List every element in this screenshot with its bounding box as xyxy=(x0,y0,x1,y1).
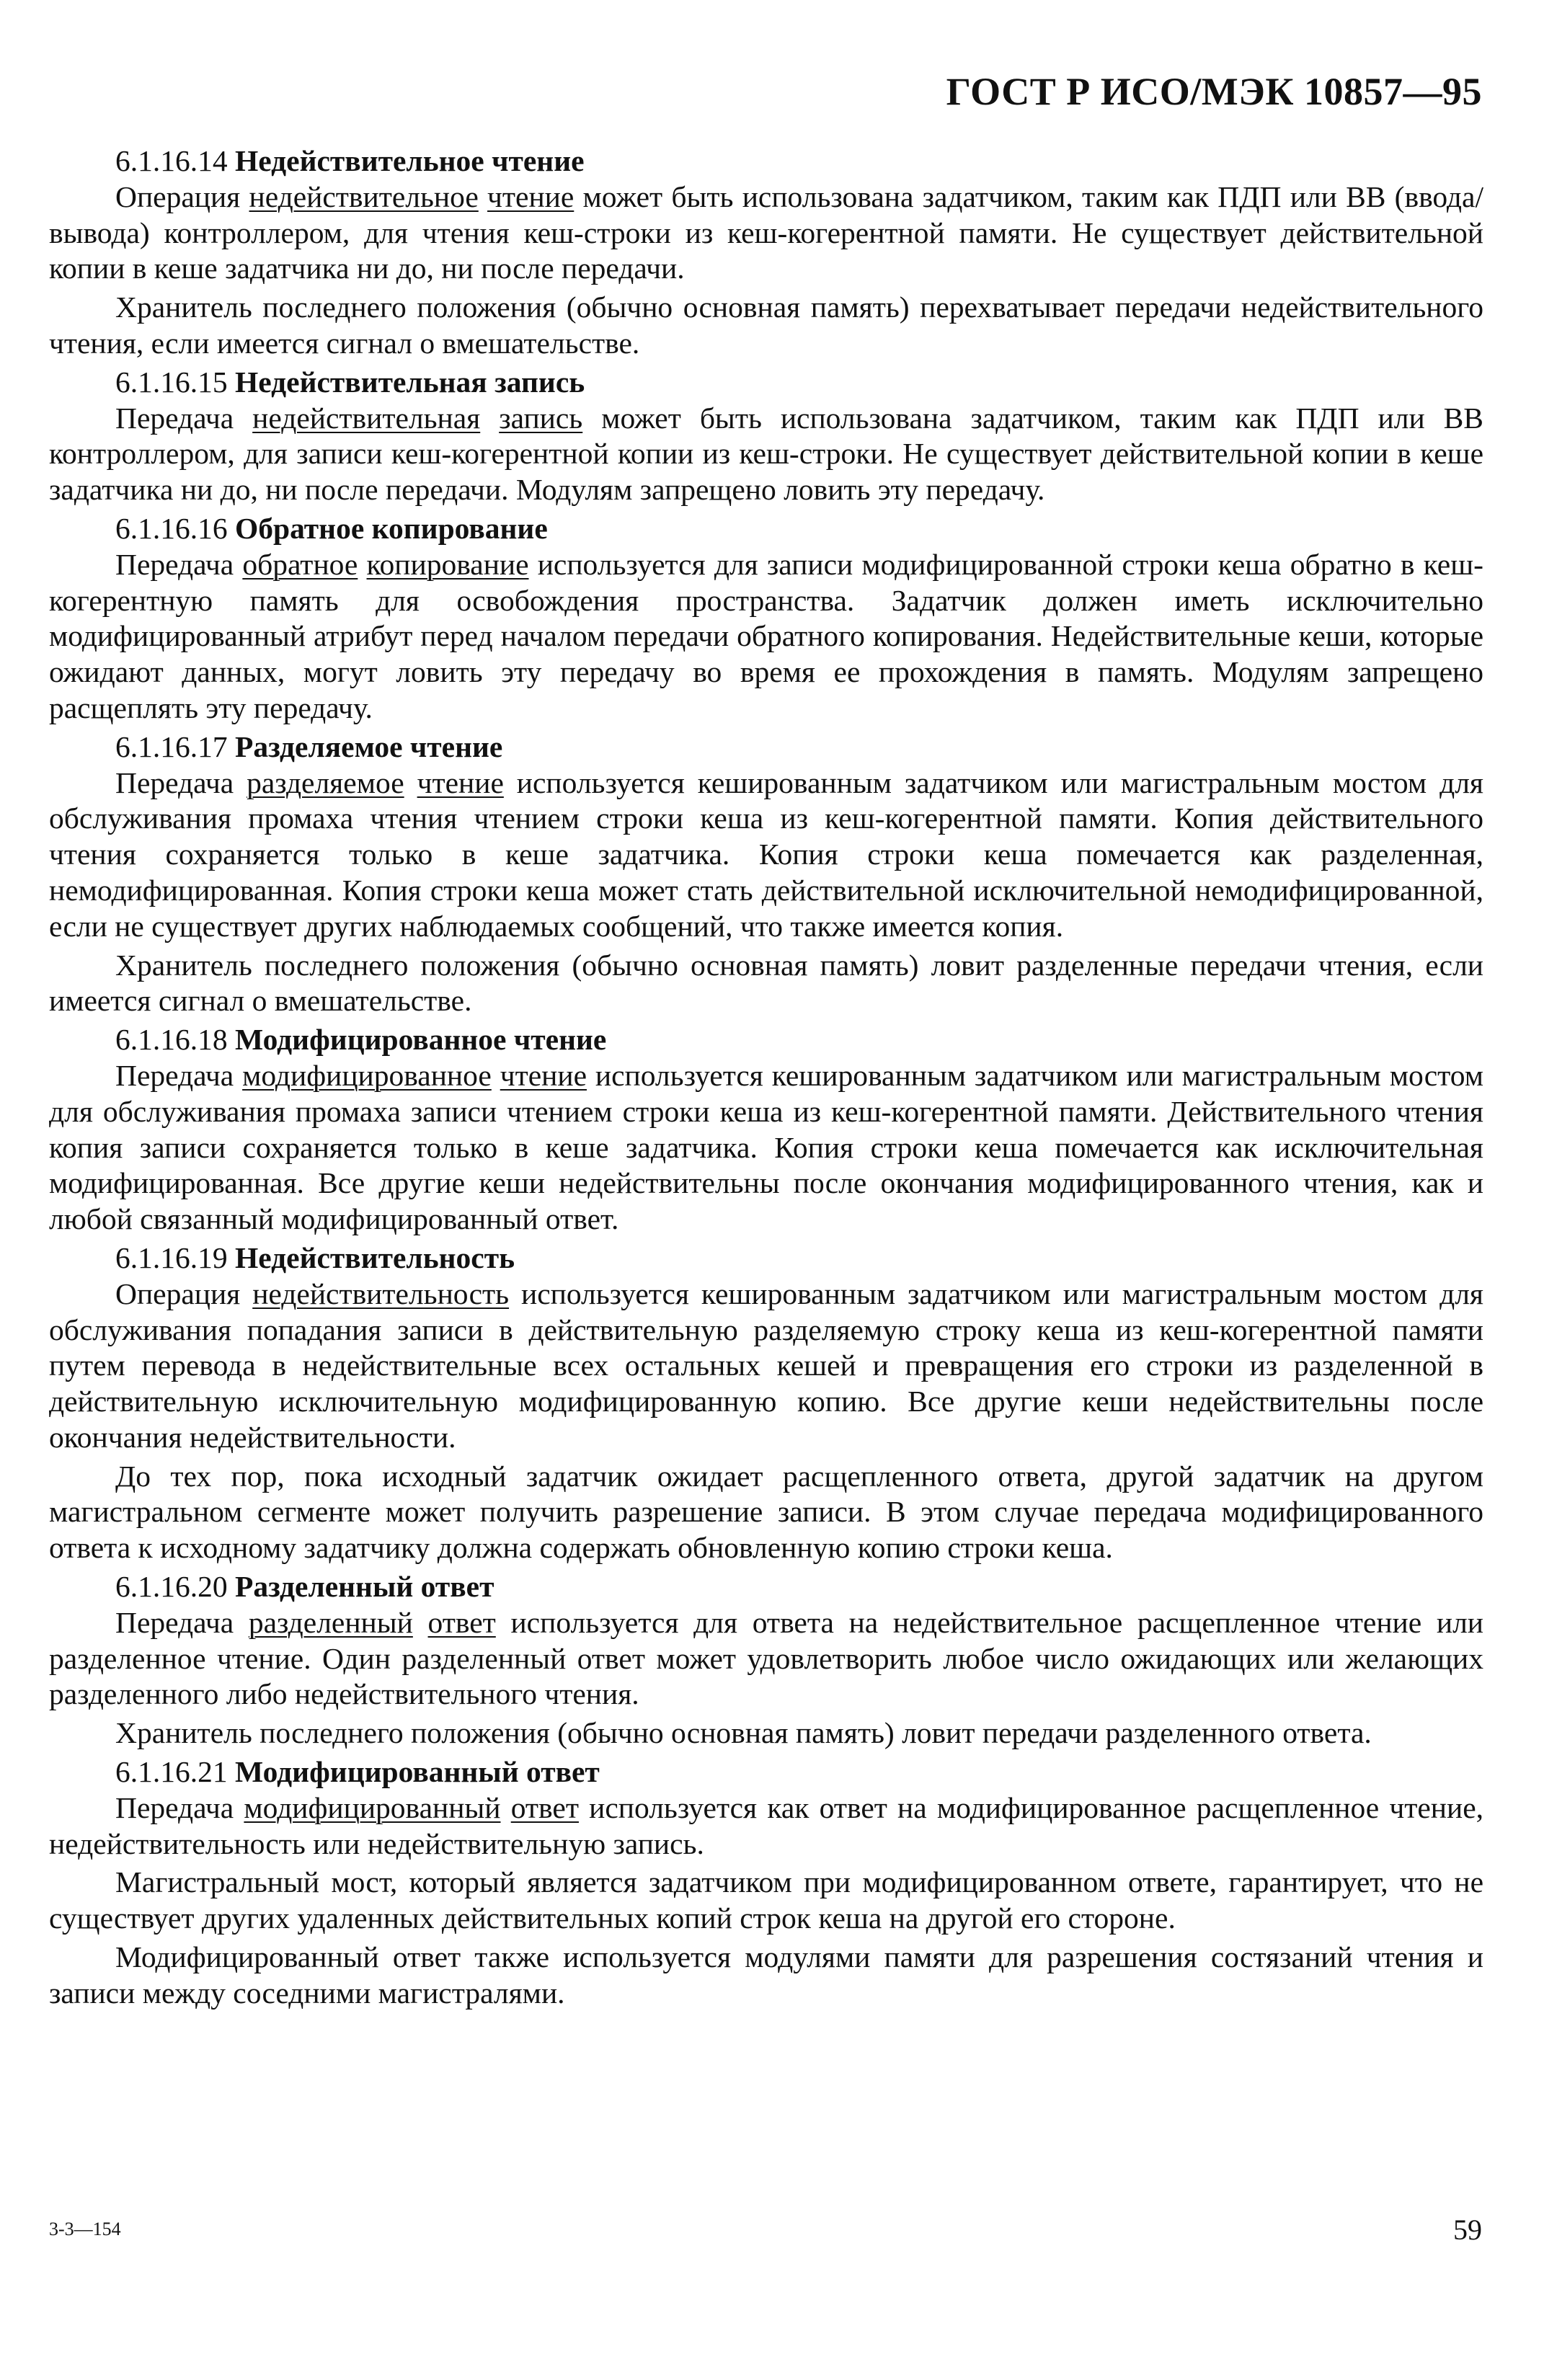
section-heading xyxy=(49,1022,1483,1058)
section-paragraph xyxy=(49,1790,1483,1862)
section-number: 6.1.16.20 xyxy=(115,1570,228,1604)
section-heading xyxy=(49,1240,1483,1276)
underlined-term: разделяемое xyxy=(247,765,404,799)
underlined-term: копирование xyxy=(366,547,529,581)
paragraph-lead: Операция xyxy=(115,1276,253,1310)
paragraph-lead: Передача xyxy=(115,1790,244,1824)
paragraph-body: используется как ответ на модифицированное расщепленное чтение, недействительность или недействительную запись. xyxy=(49,1790,1484,1860)
section-number: 6.1.16.19 xyxy=(115,1240,228,1274)
section-heading xyxy=(49,511,1483,547)
section-paragraph: Магистральный мост, который является задатчиком при модифицированном ответе, гарантирует, что не существует других удаленных действительных копий строк кеша на другой его стороне. xyxy=(49,1865,1483,1935)
underlined-term: недействительное xyxy=(249,179,479,213)
section-paragraph xyxy=(49,547,1483,727)
section-number: 6.1.16.14 xyxy=(115,144,228,177)
section-paragraph: Модифицированный ответ также используется модулями памяти для разрешения состязаний чтения и записи между соседними магистралями. xyxy=(49,1940,1483,2010)
underlined-term: модифицированное xyxy=(242,1058,492,1092)
paragraph-lead: Передача xyxy=(115,765,247,799)
paragraph-body: может быть использована задатчиком, таким как ПДП или ВВ (ввода/вывода) контроллером, для чтения кеш-строки из кеш-когерентной памяти. Не существует действительной копии в кеше задатчика ни до, ни после передачи. xyxy=(49,179,1483,285)
underlined-term: ответ xyxy=(427,1605,496,1639)
underlined-term: недействительность xyxy=(252,1276,510,1310)
section-heading xyxy=(49,1754,1483,1790)
section-title: Обратное копирование xyxy=(235,511,548,545)
paragraph-lead: Передача xyxy=(115,1058,243,1092)
underlined-term: недействительная xyxy=(252,401,481,435)
underlined-term: чтение xyxy=(417,765,504,799)
section-paragraph xyxy=(49,1605,1483,1713)
underlined-term: чтение xyxy=(487,179,575,213)
section-title: Модифицированное чтение xyxy=(235,1023,607,1057)
section-paragraph xyxy=(49,1276,1483,1456)
section-heading xyxy=(49,365,1483,401)
section-number: 6.1.16.17 xyxy=(115,729,228,763)
section-paragraph xyxy=(49,179,1483,287)
paragraph-lead: Передача xyxy=(115,1605,249,1639)
section-paragraph: Хранитель последнего положения (обычно основная память) перехватывает передачи недействительного чтения, если имеется сигнал о вмешательстве. xyxy=(49,290,1483,360)
section-title: Разделенный ответ xyxy=(235,1570,494,1604)
paragraph-lead: Передача xyxy=(115,401,253,435)
section-number: 6.1.16.18 xyxy=(115,1023,228,1057)
section-heading xyxy=(49,143,1483,179)
section-heading xyxy=(49,729,1483,765)
underlined-term: запись xyxy=(499,401,583,435)
section-title: Разделяемое чтение xyxy=(235,729,503,763)
paragraph-body: используется кешированным задатчиком или магистральным мостом для обслуживания промаха чтения чтением строки кеша из кеш-когерентной памяти. Копия действительного чтения сохраняется только в кеше задатчика. Копия строки кеша помечается как разделенная, немодифицированная. Копия строки кеша может стать действительной исключительной немодифицированной, если не существует других наблюдаемых сообщений, что также имеется копия. xyxy=(49,765,1483,943)
paragraph-body: используется кешированным задатчиком или магистральным мостом для обслуживания промаха записи чтением строки кеша из кеш-когерентной памяти. Действительного чтения копия записи сохраняется только в кеше задатчика. Копия строки кеша помечается как исключительная модифицированная. Все другие кеши недействительны после окончания модифицированного чтения, как и любой связанный модифицированный ответ. xyxy=(49,1058,1483,1236)
document-header: ГОСТ Р ИСО/МЭК 10857—95 xyxy=(946,70,1482,113)
underlined-term: обратное xyxy=(242,547,358,581)
section-title: Недействительная запись xyxy=(235,365,585,399)
section-heading xyxy=(49,1569,1483,1605)
underlined-term: разделенный xyxy=(248,1605,413,1639)
section-paragraph: До тех пор, пока исходный задатчик ожидает расщепленного ответа, другой задатчик на другом магистральном сегменте может получить разрешение записи. В этом случае передача модифицированного ответа к исходному задатчику должна содержать обновленную копию строки кеша. xyxy=(49,1459,1483,1565)
underlined-term: модифицированный xyxy=(244,1790,501,1824)
section-paragraph xyxy=(49,401,1483,508)
print-code: 3-3—154 xyxy=(49,2219,121,2239)
section-paragraph xyxy=(49,1058,1483,1238)
section-title: Модифицированный ответ xyxy=(235,1755,600,1789)
section-paragraph: Хранитель последнего положения (обычно основная память) ловит разделенные передачи чтения, если имеется сигнал о вмешательстве. xyxy=(49,948,1483,1018)
underlined-term: ответ xyxy=(510,1790,579,1824)
section-paragraph xyxy=(49,765,1483,945)
paragraph-lead: Операция xyxy=(115,179,249,213)
section-paragraph: Хранитель последнего положения (обычно основная память) ловит передачи разделенного ответа. xyxy=(115,1716,1372,1750)
page-number: 59 xyxy=(1453,2214,1482,2246)
paragraph-body: используется для ответа на недействительное расщепленное чтение или разделенное чтение. Один разделенный ответ может удовлетворить любое число ожидающих или желающих разделенного либо недействительного чтения. xyxy=(49,1605,1483,1711)
document-body xyxy=(49,141,1483,2015)
paragraph-lead: Передача xyxy=(115,547,243,581)
paragraph-body: используется для записи модифицированной строки кеша обратно в кеш-когерентную память для освобождения пространства. Задатчик должен иметь исключительно модифицированный атрибут перед началом передачи обратного копирования. Недействительные кеши, которые ожидают данных, могут ловить эту передачу во время ее прохождения в память. Модулям запрещено расщеплять эту передачу. xyxy=(49,547,1484,724)
paragraph-body: может быть использована задатчиком, таким как ПДП или ВВ контроллером, для записи кеш-когерентной копии из кеш-строки. Не существует действительной копии в кеше задатчика ни до, ни после передачи. Модулям запрещено ловить эту передачу. xyxy=(49,401,1483,507)
section-number: 6.1.16.15 xyxy=(115,365,228,399)
section-number: 6.1.16.16 xyxy=(115,511,228,545)
underlined-term: чтение xyxy=(500,1058,587,1092)
paragraph-body: используется кешированным задатчиком или магистральным мостом для обслуживания попадания записи в действительную разделяемую строку кеша из кеш-когерентной памяти путем перевода в недействительные всех остальных кешей и превращения его строки из разделенной в действительную исключительную модифицированную копию. Все другие кеши недействительны после окончания недействительности. xyxy=(49,1276,1483,1454)
section-title: Недействительность xyxy=(235,1240,515,1274)
section-number: 6.1.16.21 xyxy=(115,1755,228,1789)
section-title: Недействительное чтение xyxy=(235,144,585,177)
